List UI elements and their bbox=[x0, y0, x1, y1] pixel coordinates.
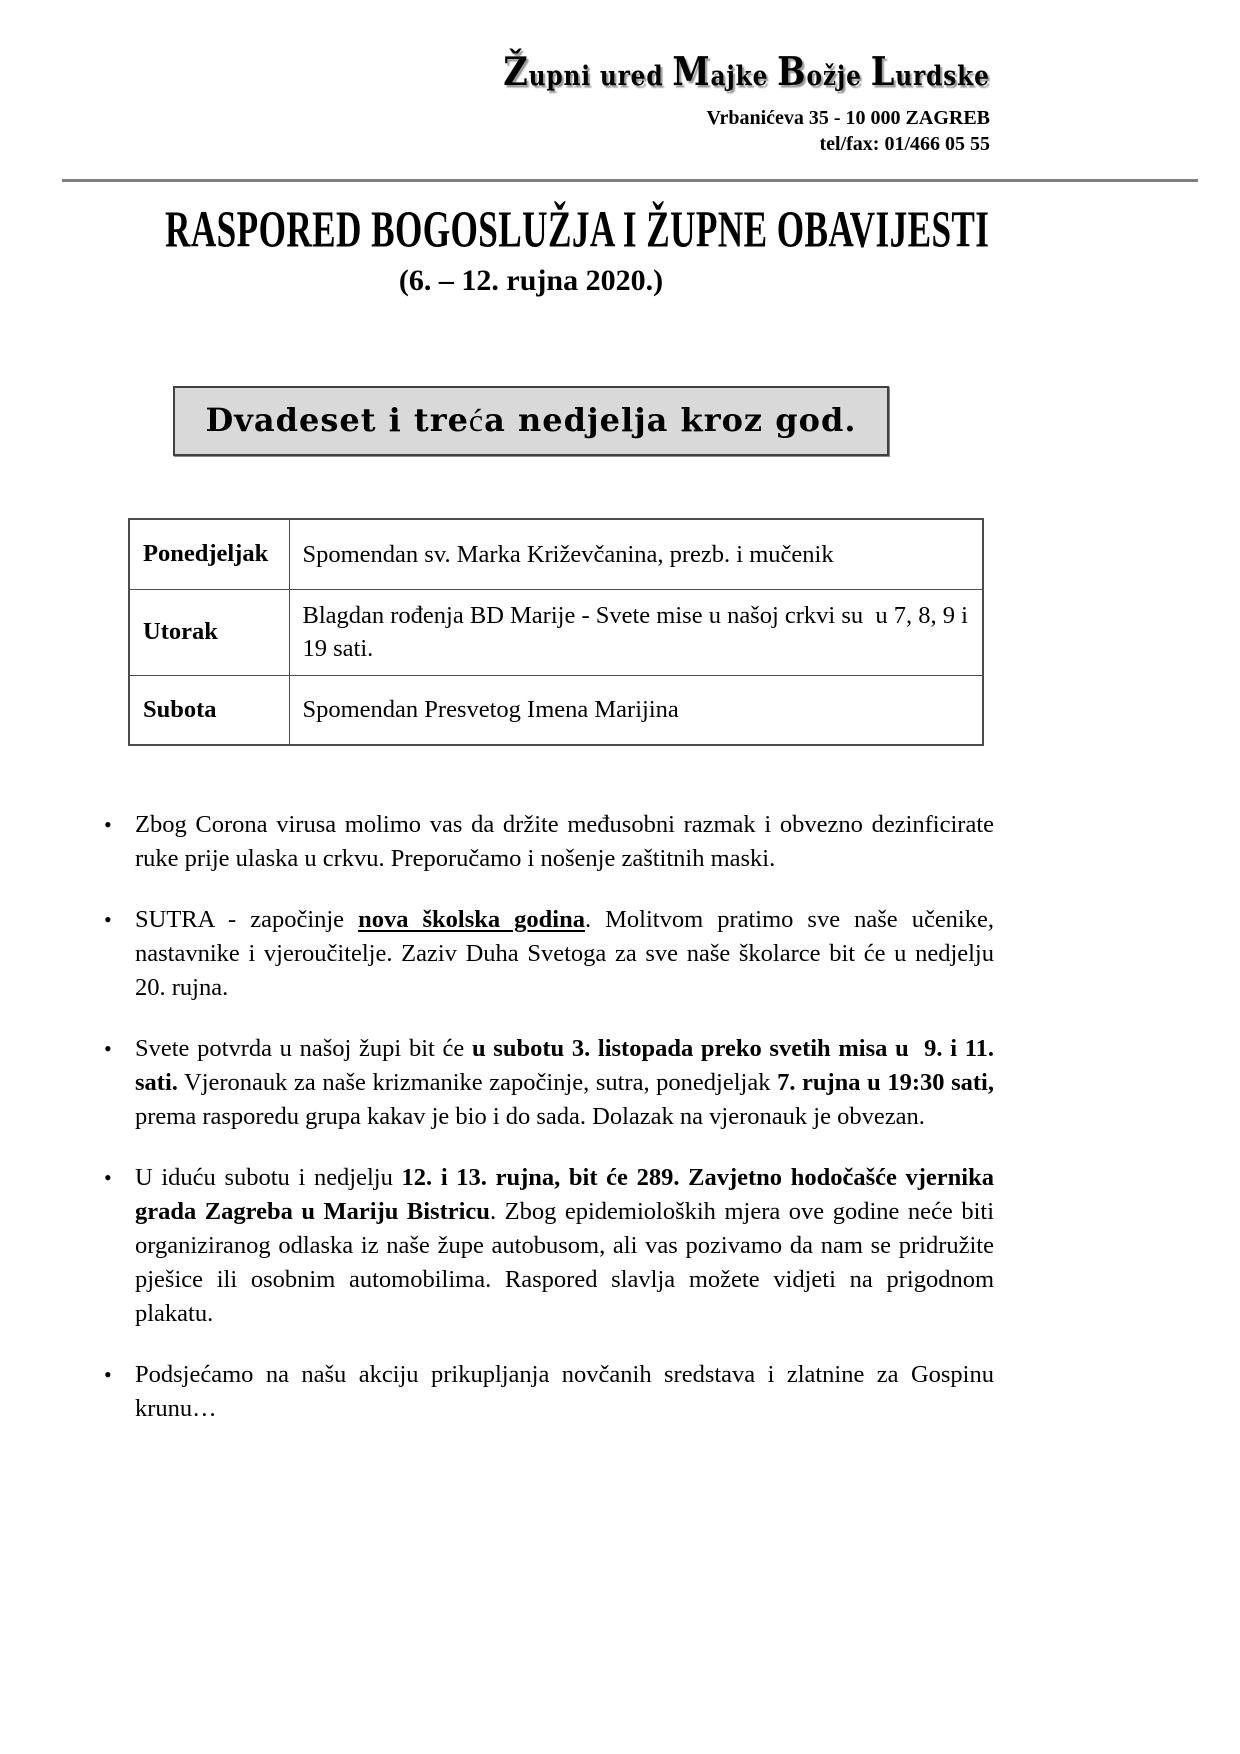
sunday-banner bbox=[173, 386, 889, 456]
day-cell: Ponedjeljak bbox=[129, 519, 289, 589]
day-cell: Subota bbox=[129, 675, 289, 745]
address-line: Vrbanićeva 35 - 10 000 ZAGREB bbox=[706, 107, 990, 129]
announcement-text: Zbog Corona virusa molimo vas da držite međusobni razmak i obvezno dezinficirate ruke prije ulaska u crkvu. Preporučamo i nošenje zaštitnih maski. bbox=[135, 811, 1001, 872]
parish-office-name bbox=[62, 48, 990, 105]
sunday-banner-text: Dvadeset i treća nedjelja kroz god. bbox=[205, 401, 857, 439]
announcement-text: Svete potvrda u našoj župi bit će u subotu 3. listopada preko svetih misa u 9. i 11. sati. Vjeronauk za naše krizmanike započinje, sutra, ponedjeljak 7. rujna u 19:30 sati, prema rasporedu grupa kakav je bio i do sada. Dolazak na vjeronauk je obvezan. bbox=[135, 1035, 1001, 1130]
bullet-icon: • bbox=[104, 907, 112, 932]
list-item bbox=[102, 903, 1001, 1005]
event-cell: Blagdan rođenja BD Marije - Svete mise u našoj crkvi su u 7, 8, 9 i 19 sati. bbox=[289, 589, 983, 675]
announcement-text: U iduću subotu i nedjelju 12. i 13. rujna, bit će 289. Zavjetno hodočašće vjernika grada Zagreba u Mariju Bistricu. Zbog epidemioloških mjera ove godine neće biti organiziranog odlaska iz naše župe autobusom, ali vas pozivamo da nam se pridružite pješice ili osobnim automobilima. Raspored slavlja možete vidjeti na prigodnom plakatu. bbox=[135, 1164, 1001, 1327]
page-title-text: RASPORED BOGOSLUŽJA I ŽUPNE OBAVIJESTI bbox=[165, 200, 990, 259]
list-item bbox=[102, 808, 1001, 876]
bullet-icon: • bbox=[104, 1036, 112, 1061]
announcement-text: SUTRA - započinje nova školska godina. Molitvom pratimo sve naše učenike, nastavnike i vjeroučitelje. Zaziv Duha Svetoga za sve naše školarce bit će u nedjelju 20. rujna. bbox=[135, 906, 1001, 1001]
announcement-text: Podsjećamo na našu akciju prikupljanja novčanih sredstava i zlatnine za Gospinu krunu… bbox=[135, 1361, 1001, 1422]
letterhead bbox=[62, 48, 990, 157]
table-row bbox=[129, 519, 983, 589]
event-cell: Spomendan sv. Marka Križevčanina, prezb. i mučenik bbox=[289, 519, 983, 589]
day-cell: Utorak bbox=[129, 589, 289, 675]
telfax-line: tel/fax: 01/466 05 55 bbox=[819, 133, 990, 155]
schedule-table bbox=[128, 518, 984, 746]
list-item bbox=[102, 1161, 1001, 1331]
event-cell: Spomendan Presvetog Imena Marijina bbox=[289, 675, 983, 745]
page-subtitle: (6. – 12. rujna 2020.) bbox=[398, 264, 664, 297]
list-item bbox=[102, 1032, 1001, 1134]
table-row bbox=[129, 589, 983, 675]
list-item bbox=[102, 1358, 1001, 1426]
document-content bbox=[62, 200, 1001, 1426]
bullet-icon: • bbox=[104, 812, 112, 837]
parish-office-name-text: Župni ured Majke Božje Lurdske bbox=[503, 49, 990, 95]
header-divider bbox=[62, 179, 1198, 182]
table-row bbox=[129, 675, 983, 745]
page-title bbox=[62, 200, 1000, 259]
bullet-icon: • bbox=[104, 1362, 112, 1387]
announcements-list bbox=[102, 808, 1001, 1426]
bullet-icon: • bbox=[104, 1165, 112, 1190]
